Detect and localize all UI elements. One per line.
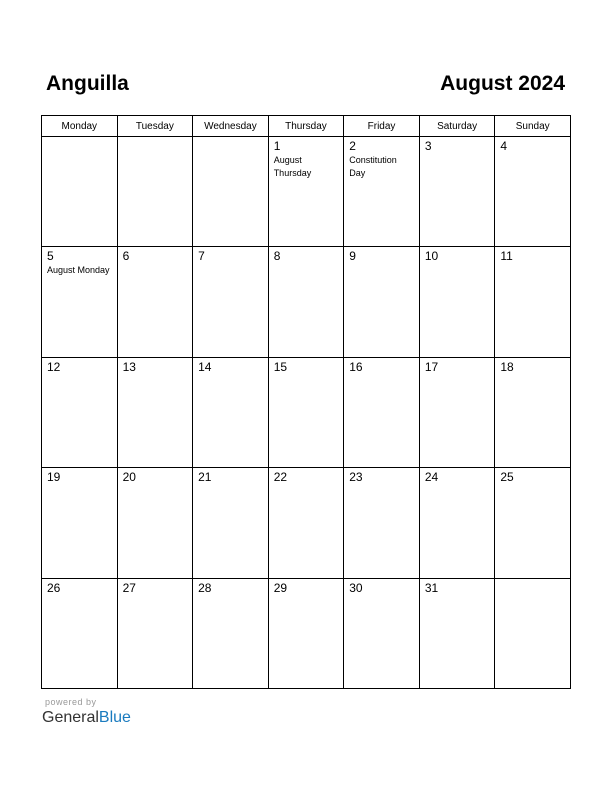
weekday-header-row [42, 116, 571, 137]
powered-by-label: powered by [45, 697, 97, 707]
week-row [42, 357, 571, 467]
generalblue-logo[interactable] [42, 708, 131, 728]
day-number: 1 [273, 139, 281, 153]
day-number: 19 [47, 470, 61, 485]
day-number: 31 [424, 580, 439, 595]
day-number: 10 [424, 249, 439, 264]
region-title: Anguilla [46, 72, 129, 95]
day-cell [268, 137, 344, 247]
holiday-label: August Monday [47, 265, 110, 276]
day-cell [495, 578, 571, 688]
day-cell [42, 578, 118, 688]
day-cell [193, 578, 269, 688]
day-number: 12 [47, 359, 61, 374]
day-cell [495, 137, 571, 247]
day-cell [42, 468, 118, 578]
week-row [42, 247, 571, 357]
day-cell [495, 468, 571, 578]
day-cell [193, 468, 269, 578]
day-number: 28 [198, 580, 212, 595]
day-number: 25 [500, 470, 514, 485]
week-row [42, 468, 571, 578]
day-number: 6 [122, 249, 130, 264]
day-number: 13 [122, 359, 136, 374]
day-number: 4 [500, 139, 508, 153]
day-number: 8 [273, 249, 281, 264]
day-cell [419, 468, 495, 578]
weekday-header-friday: Friday [344, 116, 420, 137]
day-cell [419, 137, 495, 247]
day-number: 7 [198, 249, 205, 264]
day-cell [117, 137, 193, 247]
day-number: 16 [349, 359, 363, 374]
day-cell [42, 137, 118, 247]
day-cell [117, 357, 193, 467]
weekday-header-thursday: Thursday [268, 116, 344, 137]
day-number: 18 [500, 359, 514, 374]
day-cell [344, 578, 420, 688]
weekday-header-wednesday: Wednesday [193, 116, 269, 137]
weekday-header-saturday: Saturday [419, 116, 495, 137]
day-number: 3 [424, 139, 432, 153]
day-cell [117, 468, 193, 578]
calendar-grid [41, 115, 571, 689]
weekday-header-sunday: Sunday [495, 116, 571, 137]
week-row [42, 578, 571, 688]
day-cell [268, 578, 344, 688]
day-number: 11 [500, 249, 513, 264]
day-number: 24 [424, 470, 439, 485]
brand-name-general: General [42, 709, 99, 726]
day-number: 27 [122, 580, 136, 595]
day-cell [268, 247, 344, 357]
day-cell [344, 247, 420, 357]
day-cell [495, 247, 571, 357]
day-number: 9 [349, 249, 356, 264]
day-number: 14 [198, 359, 212, 374]
day-cell [495, 357, 571, 467]
day-cell [193, 357, 269, 467]
month-year-title: August 2024 [440, 72, 565, 95]
day-number: 2 [349, 139, 356, 153]
day-cell [193, 137, 269, 247]
week-row [42, 137, 571, 247]
day-number: 29 [273, 580, 288, 595]
day-cell [419, 578, 495, 688]
day-number: 17 [424, 359, 439, 374]
weekday-header-tuesday: Tuesday [117, 116, 193, 137]
day-cell [344, 357, 420, 467]
weekday-header-monday: Monday [42, 116, 118, 137]
day-cell [117, 247, 193, 357]
day-cell [42, 247, 118, 357]
day-cell [42, 357, 118, 467]
day-cell [268, 468, 344, 578]
holiday-label: Constitution Day [349, 155, 397, 178]
day-cell [419, 247, 495, 357]
day-number: 20 [122, 470, 136, 485]
day-cell [344, 137, 420, 247]
day-cell [117, 578, 193, 688]
day-number: 21 [198, 470, 212, 485]
day-number: 5 [47, 249, 54, 264]
day-cell [419, 357, 495, 467]
day-number: 22 [273, 470, 288, 485]
brand-name-blue: Blue [98, 709, 131, 726]
day-number: 30 [349, 580, 363, 595]
day-number: 26 [47, 580, 61, 595]
day-number: 15 [273, 359, 288, 374]
day-cell [344, 468, 420, 578]
day-number: 23 [349, 470, 363, 485]
day-cell [268, 357, 344, 467]
day-cell [193, 247, 269, 357]
holiday-label: August Thursday [273, 155, 312, 178]
